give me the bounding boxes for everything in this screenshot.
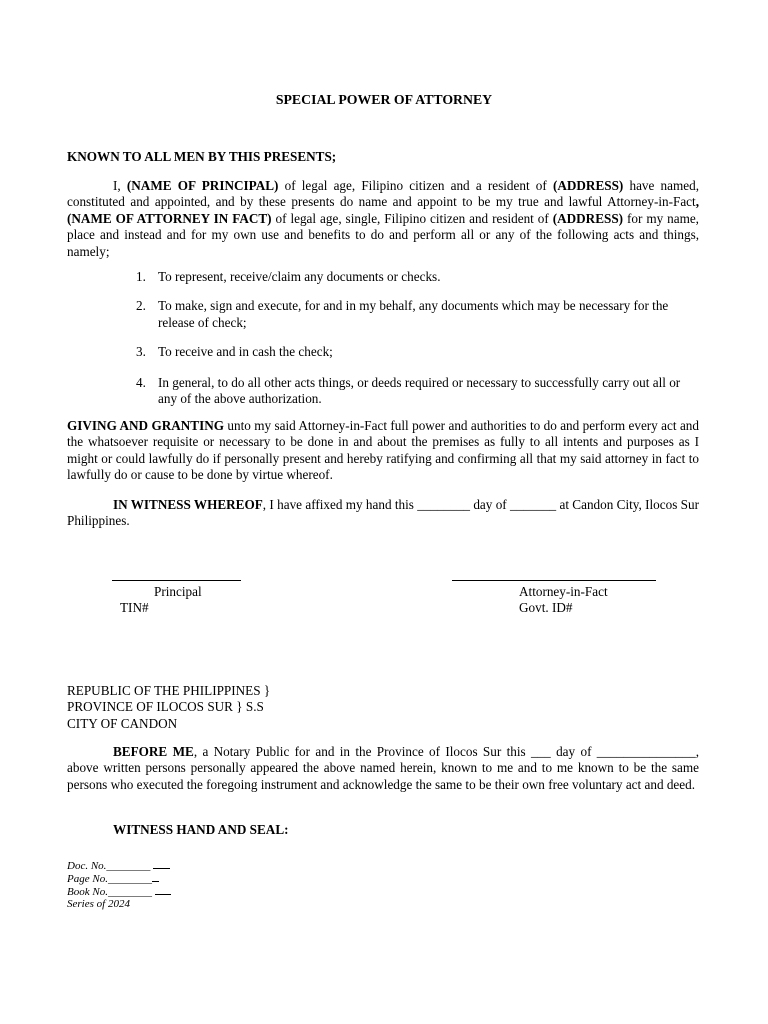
salutation bbox=[67, 149, 699, 165]
item-text: To make, sign and execute, for and in my behalf, any documents which may be necessary for the release of check; bbox=[158, 298, 669, 330]
salutation-text: KNOWN TO ALL MEN BY THIS PRESENTS; bbox=[67, 149, 337, 164]
jurisdiction-line: PROVINCE OF ILOCOS SUR } S.S bbox=[67, 699, 264, 715]
intro-text: of legal age, single, Filipino citizen and resident of bbox=[271, 210, 553, 226]
item-text: To represent, receive/claim any documents or checks. bbox=[158, 269, 441, 284]
item-number: 4. bbox=[136, 374, 146, 390]
attorney-govt-id: Govt. ID# bbox=[519, 600, 573, 615]
principal-label: Principal bbox=[154, 584, 202, 599]
page-number bbox=[67, 873, 171, 886]
intro-text: have named, constituted and appointed, and by these presents do name and appoint to be my true and lawful Attorney-in-Fact bbox=[67, 178, 699, 210]
jurisdiction-line: CITY OF CANDON bbox=[67, 715, 178, 731]
doc-number bbox=[67, 860, 171, 873]
principal-signature-line bbox=[112, 580, 241, 581]
blank-line bbox=[152, 881, 159, 882]
address-placeholder: (ADDRESS) bbox=[552, 210, 624, 226]
principal-tin: TIN# bbox=[120, 600, 149, 615]
intro-text: I, bbox=[113, 178, 127, 193]
intro-text: for my name, place and instead and for my own use and benefits to do and perform all or any of the following acts and things, namely; bbox=[67, 210, 699, 259]
attorney-placeholder: , (NAME OF ATTORNEY IN FACT) bbox=[67, 194, 699, 226]
document-title: SPECIAL POWER OF ATTORNEY bbox=[275, 92, 493, 107]
list-item bbox=[136, 269, 700, 285]
attorney-signature-line bbox=[452, 580, 656, 581]
granting-lead: GIVING AND GRANTING bbox=[67, 418, 224, 433]
page-number-text: Page No.________ bbox=[67, 872, 152, 885]
notary-paragraph bbox=[67, 744, 699, 793]
item-text: In general, to do all other acts things, or deeds required or necessary to successfully carry out all or any of the above authorization. bbox=[158, 374, 681, 407]
jurisdiction-block bbox=[67, 683, 270, 732]
witness-text: , I have affixed my hand this ________ day of _______ at Candon City, Ilocos Sur Philippines. bbox=[67, 497, 699, 529]
book-number bbox=[67, 886, 171, 899]
list-item bbox=[136, 375, 700, 408]
notary-lead: BEFORE ME bbox=[113, 744, 194, 759]
blank-line bbox=[155, 894, 171, 895]
seal-heading bbox=[113, 822, 289, 838]
notary-text: , a Notary Public for and in the Province of Ilocos Sur this ___ day of _______________, above written persons personally appeared the above named herein, known to me and to me known to be the same persons who executed the foregoing instrument and acknowledge the same to be their own free voluntary act and deed. bbox=[67, 744, 700, 792]
series-year: Series of 2024 bbox=[67, 898, 130, 911]
item-number: 2. bbox=[136, 298, 146, 314]
jurisdiction-line: REPUBLIC OF THE PHILIPPINES } bbox=[67, 683, 271, 698]
principal-placeholder: (NAME OF PRINCIPAL) bbox=[126, 178, 279, 193]
item-text: To receive and in cash the check; bbox=[158, 344, 333, 360]
witness-lead: IN WITNESS WHEREOF bbox=[113, 497, 263, 512]
intro-text: of legal age, Filipino citizen and a resident of bbox=[278, 178, 553, 193]
attorney-label: Attorney-in-Fact bbox=[519, 584, 608, 599]
blank-line bbox=[153, 868, 170, 869]
granting-paragraph bbox=[67, 418, 699, 484]
book-number-text: Book No.________ bbox=[67, 885, 152, 898]
list-item bbox=[136, 298, 700, 331]
doc-number-text: Doc. No.________ bbox=[67, 860, 151, 872]
list-item bbox=[136, 344, 700, 360]
witness-paragraph bbox=[67, 497, 699, 530]
granting-text: unto my said Attorney-in-Fact full power and authorities to do and perform every act and the whatsoever requisite or necessary to be done in and about the premises as fully to all intents and purposes as I might or could lawfully do if personally present and hereby ratifying and confirming all that my said attorney in fact to lawfully do or cause to be done by virtue whereof. bbox=[67, 418, 699, 483]
item-number: 1. bbox=[136, 269, 146, 284]
item-number: 3. bbox=[136, 344, 146, 360]
seal-heading-text: WITNESS HAND AND SEAL: bbox=[113, 822, 289, 837]
authorization-list bbox=[136, 269, 700, 407]
docket-block bbox=[67, 860, 171, 911]
address-placeholder: (ADDRESS) bbox=[552, 178, 624, 193]
intro-paragraph bbox=[67, 178, 699, 260]
